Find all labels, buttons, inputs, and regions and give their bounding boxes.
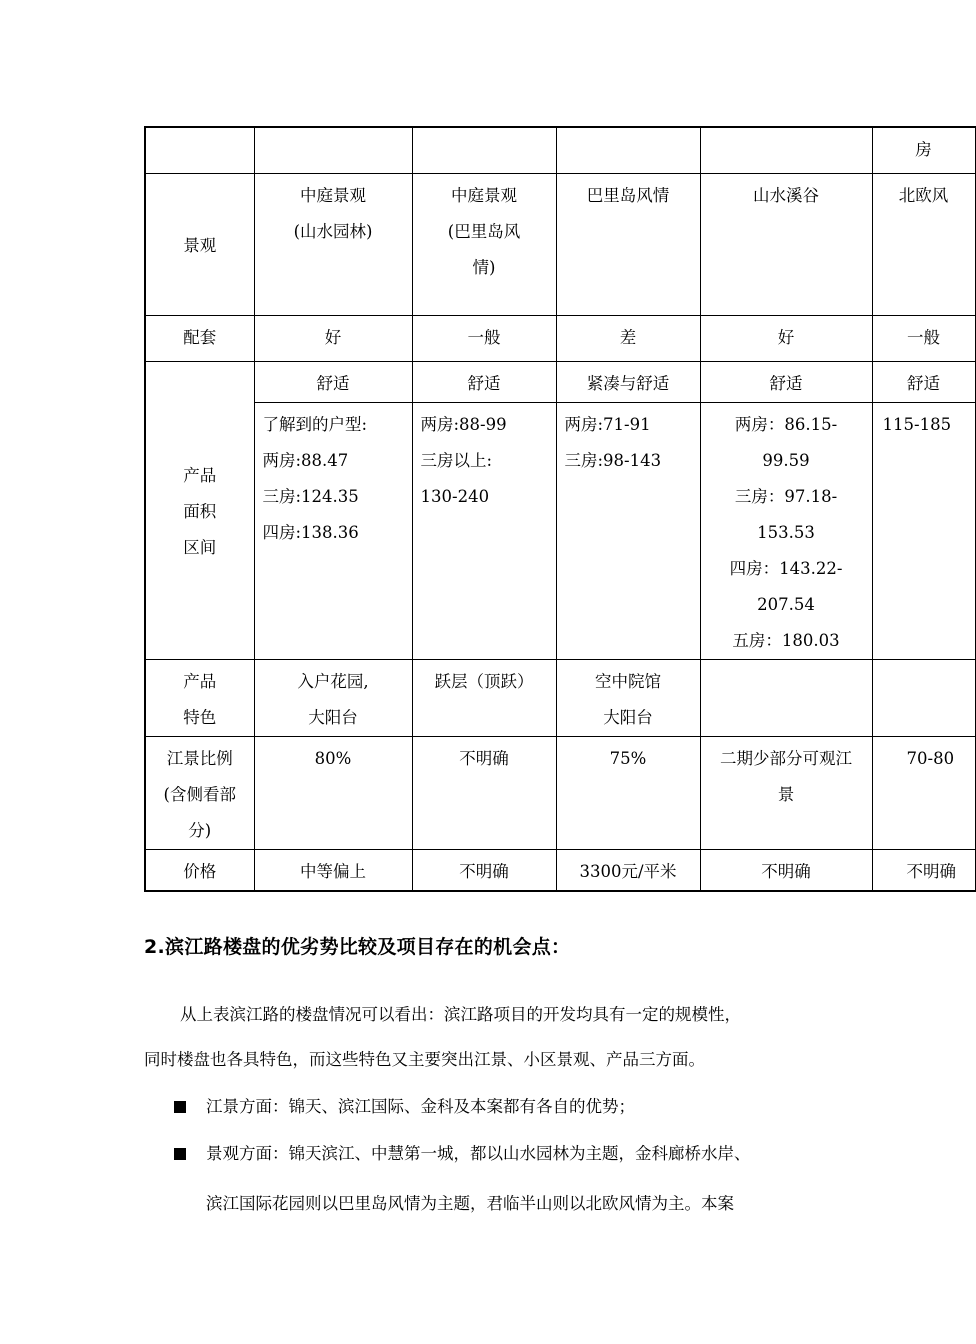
table-cell bbox=[872, 173, 975, 315]
cell-text: 情) bbox=[472, 257, 496, 277]
table-row-facilities bbox=[145, 315, 975, 361]
comparison-table bbox=[144, 126, 976, 892]
cell-text: 中庭景观 bbox=[451, 185, 517, 205]
cell-text: 115-185 bbox=[882, 414, 952, 434]
cell-text: 99.59 bbox=[762, 450, 810, 470]
cell-text: 75% bbox=[609, 748, 647, 768]
table-cell bbox=[254, 736, 412, 849]
cell-text: 江景比例 bbox=[166, 748, 233, 768]
cell-text: (山水园林) bbox=[293, 221, 373, 241]
cell-text: 跃层（顶跃） bbox=[434, 671, 534, 691]
cell-text: 大阳台 bbox=[308, 707, 358, 727]
cell-text: 四房:138.36 bbox=[262, 522, 359, 542]
table-cell bbox=[556, 402, 700, 659]
row-label-river-ratio bbox=[145, 736, 254, 849]
table-cell bbox=[412, 736, 556, 849]
paragraph-line: 同时楼盘也各具特色，而这些特色又主要突出江景、小区景观、产品三方面。 bbox=[144, 1050, 705, 1069]
table-cell: 舒适 bbox=[700, 361, 872, 402]
cell-text: 大阳台 bbox=[603, 707, 653, 727]
cell-text: 80% bbox=[314, 748, 352, 768]
row-label-landscape: 景观 bbox=[145, 173, 254, 315]
paragraph-line: 从上表滨江路的楼盘情况可以看出：滨江路项目的开发均具有一定的规模性， bbox=[180, 1005, 741, 1024]
cell-text: 中庭景观 bbox=[300, 185, 366, 205]
table-cell bbox=[412, 173, 556, 315]
table-cell: 紧凑与舒适 bbox=[556, 361, 700, 402]
table-cell: 舒适 bbox=[254, 361, 412, 402]
header-partial-text: 房 bbox=[915, 140, 932, 159]
cell-text: 四房：143.22- bbox=[729, 558, 843, 578]
table-cell: 不明确 bbox=[412, 849, 556, 891]
cell-text: (巴里岛风 bbox=[447, 221, 521, 241]
table-cell: 不明确 bbox=[700, 849, 872, 891]
table-row-river-ratio bbox=[145, 736, 975, 849]
bullet-continuation: 滨江国际花园则以巴里岛风情为主题，君临半山则以北欧风情为主。本案 bbox=[206, 1194, 734, 1213]
table-cell bbox=[872, 736, 975, 849]
cell-text: 70-80 bbox=[906, 748, 955, 768]
cell-text: 景 bbox=[777, 784, 795, 804]
bullet-text: 景观方面：锦天滨江、中慧第一城，都以山水园林为主题，金科廊桥水岸、 bbox=[206, 1144, 751, 1163]
cell-text: 三房:98-143 bbox=[564, 450, 662, 470]
cell-text: 130-240 bbox=[420, 486, 490, 506]
cell-text: 产品 bbox=[183, 466, 217, 485]
table-cell bbox=[556, 659, 700, 736]
cell-text: 产品 bbox=[183, 671, 217, 691]
table-cell: 不明确 bbox=[872, 849, 975, 891]
row-label-features bbox=[145, 659, 254, 736]
cell-text: 巴里岛风情 bbox=[586, 185, 670, 205]
table-cell: 一般 bbox=[412, 315, 556, 361]
cell-text: 两房：86.15- bbox=[734, 414, 838, 434]
table-cell: 好 bbox=[700, 315, 872, 361]
table-cell bbox=[700, 736, 872, 849]
table-cell bbox=[700, 402, 872, 659]
table-cell bbox=[254, 127, 412, 173]
cell-text: 二期少部分可观江 bbox=[720, 748, 852, 768]
cell-text: 特色 bbox=[183, 707, 217, 727]
cell-text: 207.54 bbox=[757, 594, 815, 614]
table-cell: 好 bbox=[254, 315, 412, 361]
table-row-price bbox=[145, 849, 975, 891]
table-cell bbox=[412, 127, 556, 173]
table-row-areas bbox=[145, 402, 975, 659]
cell-text: 两房:88.47 bbox=[262, 450, 349, 470]
cell-text: 不明确 bbox=[459, 748, 509, 768]
row-label-price: 价格 bbox=[145, 849, 254, 891]
cell-text: 两房:71-91 bbox=[564, 414, 651, 434]
table-cell bbox=[872, 659, 975, 736]
comparison-table-wrapper bbox=[144, 126, 956, 892]
cell-text: 山水溪谷 bbox=[753, 185, 819, 205]
table-cell: 舒适 bbox=[412, 361, 556, 402]
table-row-landscape bbox=[145, 173, 975, 315]
table-cell: 差 bbox=[556, 315, 700, 361]
table-cell: 舒适 bbox=[872, 361, 975, 402]
table-cell: 中等偏上 bbox=[254, 849, 412, 891]
table-cell bbox=[556, 173, 700, 315]
cell-text: 三房以上: bbox=[420, 450, 493, 470]
table-cell bbox=[412, 402, 556, 659]
table-cell: 3300元/平米 bbox=[556, 849, 700, 891]
cell-text: 空中院馆 bbox=[595, 671, 661, 691]
cell-text: 分) bbox=[188, 820, 212, 840]
table-cell bbox=[254, 402, 412, 659]
table-cell bbox=[556, 736, 700, 849]
table-cell bbox=[254, 659, 412, 736]
section-heading: 2.滨江路楼盘的优劣势比较及项目存在的机会点： bbox=[144, 936, 571, 958]
cell-text: 两房:88-99 bbox=[420, 414, 507, 434]
cell-text: 面积 bbox=[183, 502, 217, 521]
table-row-features bbox=[145, 659, 975, 736]
cell-text: 了解到的户型: bbox=[262, 414, 368, 434]
bullet-item bbox=[174, 1134, 751, 1174]
cell-text: 三房:124.35 bbox=[262, 486, 359, 506]
table-cell bbox=[556, 127, 700, 173]
row-label-product-area bbox=[145, 361, 254, 659]
square-bullet-icon bbox=[174, 1148, 186, 1160]
table-cell bbox=[872, 127, 975, 173]
table-cell bbox=[700, 659, 872, 736]
cell-text: 三房：97.18- bbox=[734, 486, 838, 506]
table-cell: 一般 bbox=[872, 315, 975, 361]
table-cell bbox=[700, 127, 872, 173]
table-row-header bbox=[145, 127, 975, 173]
cell-text: (含侧看部 bbox=[163, 784, 236, 804]
cell-text: 153.53 bbox=[757, 522, 815, 542]
square-bullet-icon bbox=[174, 1101, 186, 1113]
cell-text: 区间 bbox=[183, 538, 217, 557]
bullet-item bbox=[174, 1087, 635, 1127]
table-cell bbox=[254, 173, 412, 315]
table-cell bbox=[145, 127, 254, 173]
cell-text: 北欧风 bbox=[898, 185, 949, 205]
cell-text: 入户花园, bbox=[297, 671, 369, 691]
bullet-text: 江景方面：锦天、滨江国际、金科及本案都有各自的优势； bbox=[206, 1097, 635, 1116]
table-row-comfort bbox=[145, 361, 975, 402]
cell-text: 五房：180.03 bbox=[732, 630, 840, 650]
table-cell bbox=[700, 173, 872, 315]
table-cell bbox=[412, 659, 556, 736]
row-label-facilities: 配套 bbox=[145, 315, 254, 361]
table-cell bbox=[872, 402, 975, 659]
